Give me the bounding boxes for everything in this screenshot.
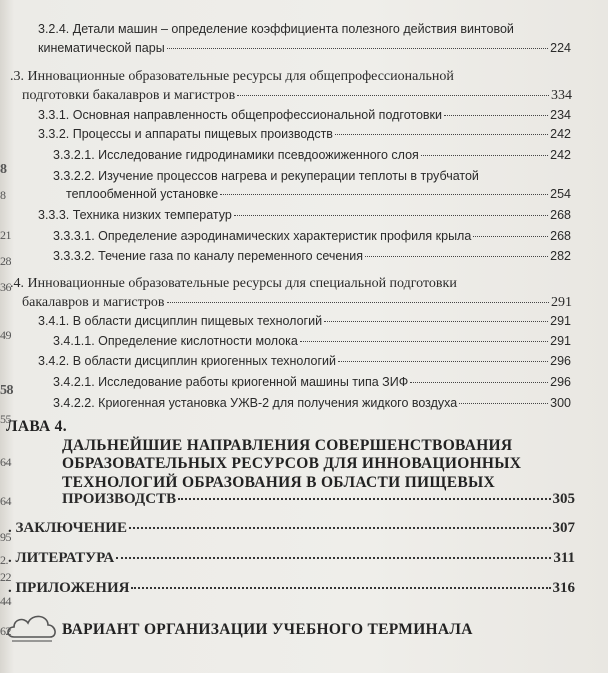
- chapter-title-line: ДАЛЬНЕЙШИЕ НАПРАВЛЕНИЯ СОВЕРШЕНСТВОВАНИЯ: [62, 437, 513, 454]
- toc-entry[interactable]: 3.4.1.1. Определение кислотности молока 291: [53, 334, 571, 348]
- cloud-icon: [4, 607, 60, 647]
- margin-fragment: 62: [0, 624, 11, 638]
- toc-entry[interactable]: 3.3.2.1. Исследование гидродинамики псевдоожиженного слоя 242: [53, 148, 571, 162]
- toc-entry[interactable]: 3.4.2. В области дисциплин криогенных технологий 296: [38, 354, 571, 368]
- toc-entry[interactable]: 3.4.1. В области дисциплин пищевых технологий 291: [38, 314, 571, 328]
- toc-entry-line1: .4. Инновационные образовательные ресурсы для специальной подготовки: [10, 276, 457, 291]
- margin-fragment: 49: [0, 328, 11, 342]
- margin-fragment: 8: [0, 188, 6, 202]
- chapter-title-line: ТЕХНОЛОГИЙ ОБРАЗОВАНИЯ В ОБЛАСТИ ПИЩЕВЫХ: [62, 474, 496, 491]
- toc-entry-line1: 3.3.2.2. Изучение процессов нагрева и рекуперации теплоты в трубчатой: [53, 169, 479, 183]
- leader-dots: [167, 48, 548, 49]
- toc-entry-literature[interactable]: . ЛИТЕРАТУРА 311: [8, 550, 575, 566]
- margin-fragment: 95: [0, 530, 11, 544]
- leader-dots: [410, 382, 548, 383]
- leader-dots: [335, 134, 548, 135]
- chapter-title-line: ОБРАЗОВАТЕЛЬНЫХ РЕСУРСОВ ДЛЯ ИННОВАЦИОННЫХ: [62, 455, 522, 472]
- margin-fragment: 2.: [0, 553, 8, 567]
- margin-fragment: 22: [0, 570, 11, 584]
- leader-dots: [237, 95, 549, 96]
- margin-fragment: 64: [0, 494, 11, 508]
- leader-dots: [178, 498, 550, 500]
- leader-dots: [220, 194, 548, 195]
- leader-dots: [365, 256, 548, 257]
- leader-dots: [129, 527, 551, 529]
- leader-dots: [459, 403, 548, 404]
- toc-entry-line1: 3.2.4. Детали машин – определение коэффициента полезного действия винтовой: [38, 22, 514, 36]
- margin-fragment: 36: [0, 280, 11, 294]
- toc-entry[interactable]: подготовки бакалавров и магистров 334: [22, 88, 572, 103]
- margin-fragment: 44: [0, 594, 11, 608]
- toc-entry-conclusion[interactable]: . ЗАКЛЮЧЕНИЕ 307: [8, 520, 575, 536]
- toc-entry[interactable]: 3.3.2. Процессы и аппараты пищевых производств 242: [38, 127, 571, 141]
- leader-dots: [167, 302, 549, 303]
- leader-dots: [338, 361, 548, 362]
- toc-entry-appendices[interactable]: . ПРИЛОЖЕНИЯ 316: [8, 580, 575, 596]
- toc-entry-chapter[interactable]: ПРОИЗВОДСТВ 305: [62, 491, 575, 507]
- leader-dots: [234, 215, 548, 216]
- toc-entry[interactable]: 3.3.3.1. Определение аэродинамических характеристик профиля крыла 268: [53, 229, 571, 243]
- leader-dots: [116, 557, 551, 559]
- toc-entry[interactable]: теплообменной установке 254: [66, 187, 571, 201]
- toc-entry[interactable]: 3.4.2.1. Исследование работы криогенной машины типа ЗИФ 296: [53, 375, 571, 389]
- margin-fragment: 64: [0, 455, 11, 469]
- footer-title: ВАРИАНТ ОРГАНИЗАЦИИ УЧЕБНОГО ТЕРМИНАЛА: [62, 621, 473, 638]
- leader-dots: [421, 155, 548, 156]
- toc-entry-line1: .3. Инновационные образовательные ресурсы для общепрофессиональной: [10, 69, 454, 84]
- leader-dots: [324, 321, 548, 322]
- margin-fragment: 58: [0, 383, 13, 398]
- leader-dots: [473, 236, 548, 237]
- chapter-label: ЛАВА 4.: [6, 418, 67, 435]
- toc-entry[interactable]: бакалавров и магистров 291: [22, 295, 572, 310]
- toc-entry[interactable]: 3.3.1. Основная направленность общепрофессиональной подготовки 234: [38, 108, 571, 122]
- leader-dots: [444, 115, 548, 116]
- margin-fragment: 21: [0, 228, 11, 242]
- toc-entry[interactable]: 3.3.3.2. Течение газа по каналу переменного сечения 282: [53, 249, 571, 263]
- toc-entry[interactable]: кинематической пары 224: [38, 41, 571, 55]
- toc-entry[interactable]: 3.4.2.2. Криогенная установка УЖВ-2 для получения жидкого воздуха 300: [53, 396, 571, 410]
- margin-fragment: 8: [0, 162, 7, 177]
- toc-entry[interactable]: 3.3.3. Техника низких температур 268: [38, 208, 571, 222]
- margin-fragment: 28: [0, 254, 11, 268]
- leader-dots: [131, 587, 550, 589]
- leader-dots: [300, 341, 548, 342]
- margin-fragment: 55: [0, 412, 11, 426]
